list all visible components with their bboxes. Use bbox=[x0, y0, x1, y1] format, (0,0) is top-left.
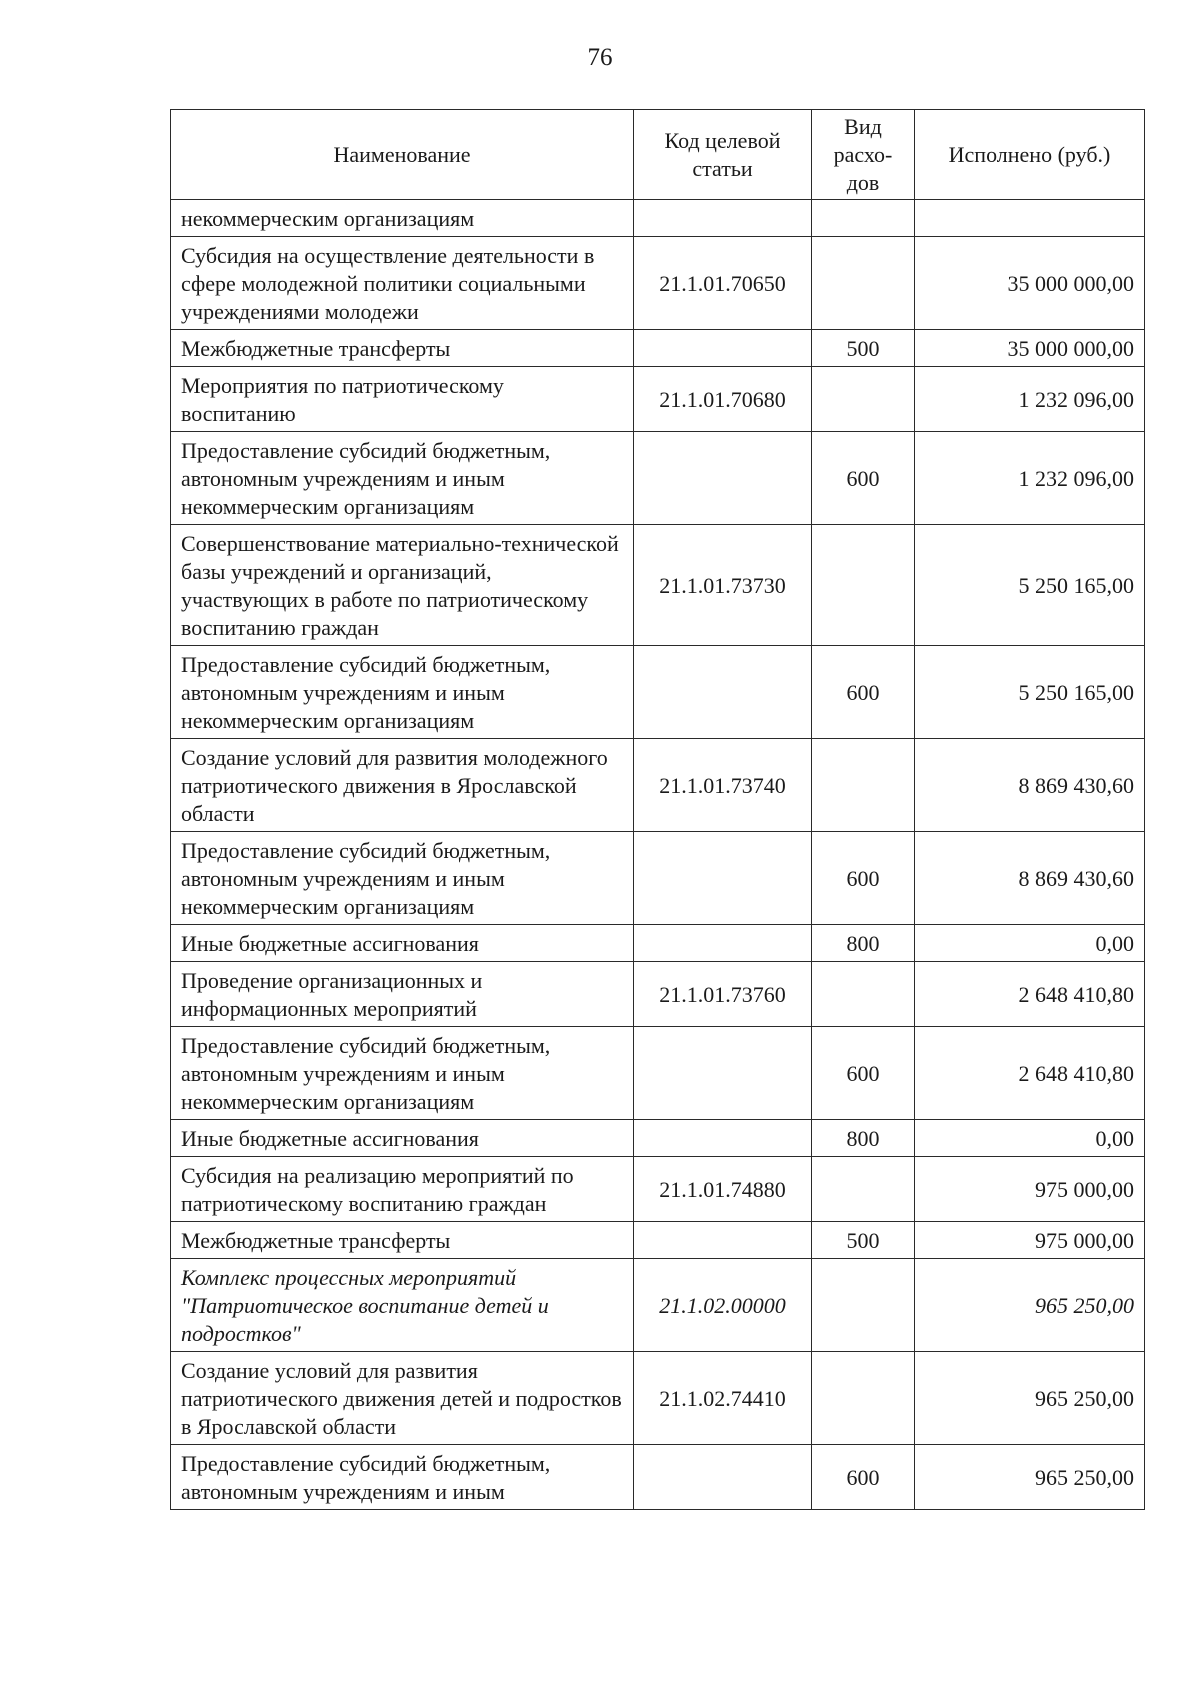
cell-expense-type: 800 bbox=[812, 925, 915, 962]
table-row bbox=[171, 739, 1145, 832]
cell-executed: 965 250,00 bbox=[915, 1259, 1145, 1352]
cell-name: Предоставление субсидий бюджетным, автономным учреждениям и иным некоммерческим организациям bbox=[171, 646, 634, 739]
cell-expense-type: 500 bbox=[812, 1222, 915, 1259]
cell-name: Создание условий для развития молодежного патриотического движения в Ярославской области bbox=[171, 739, 634, 832]
cell-expense-type bbox=[812, 1259, 915, 1352]
cell-name: Предоставление субсидий бюджетным, автономным учреждениям и иным некоммерческим организациям bbox=[171, 1027, 634, 1120]
cell-name: Предоставление субсидий бюджетным, автономным учреждениям и иным bbox=[171, 1445, 634, 1510]
cell-code: 21.1.02.00000 bbox=[634, 1259, 812, 1352]
cell-executed: 35 000 000,00 bbox=[915, 237, 1145, 330]
cell-code bbox=[634, 832, 812, 925]
table-row bbox=[171, 525, 1145, 646]
table-row bbox=[171, 1120, 1145, 1157]
cell-name: Комплекс процессных мероприятий "Патриотическое воспитание детей и подростков" bbox=[171, 1259, 634, 1352]
cell-expense-type bbox=[812, 1157, 915, 1222]
cell-executed: 2 648 410,80 bbox=[915, 1027, 1145, 1120]
cell-expense-type: 600 bbox=[812, 1027, 915, 1120]
cell-expense-type: 500 bbox=[812, 330, 915, 367]
cell-executed: 8 869 430,60 bbox=[915, 832, 1145, 925]
cell-expense-type: 600 bbox=[812, 646, 915, 739]
cell-expense-type bbox=[812, 200, 915, 237]
cell-expense-type: 600 bbox=[812, 432, 915, 525]
cell-executed: 5 250 165,00 bbox=[915, 646, 1145, 739]
cell-expense-type bbox=[812, 739, 915, 832]
cell-code: 21.1.02.74410 bbox=[634, 1352, 812, 1445]
cell-name: Предоставление субсидий бюджетным, автономным учреждениям и иным некоммерческим организациям bbox=[171, 432, 634, 525]
cell-expense-type bbox=[812, 962, 915, 1027]
cell-code bbox=[634, 1120, 812, 1157]
cell-code: 21.1.01.73760 bbox=[634, 962, 812, 1027]
table-row bbox=[171, 1222, 1145, 1259]
cell-code bbox=[634, 925, 812, 962]
table-row bbox=[171, 237, 1145, 330]
table-row bbox=[171, 832, 1145, 925]
cell-expense-type: 600 bbox=[812, 832, 915, 925]
cell-code: 21.1.01.73740 bbox=[634, 739, 812, 832]
header-name: Наименование bbox=[171, 110, 634, 200]
cell-name: Создание условий для развития патриотического движения детей и подростков в Ярославской области bbox=[171, 1352, 634, 1445]
cell-code bbox=[634, 1027, 812, 1120]
table-row bbox=[171, 1352, 1145, 1445]
cell-code: 21.1.01.73730 bbox=[634, 525, 812, 646]
cell-name: Межбюджетные трансферты bbox=[171, 330, 634, 367]
cell-code bbox=[634, 432, 812, 525]
cell-expense-type: 800 bbox=[812, 1120, 915, 1157]
cell-code: 21.1.01.70650 bbox=[634, 237, 812, 330]
cell-expense-type: 600 bbox=[812, 1445, 915, 1510]
header-code: Код целевой статьи bbox=[634, 110, 812, 200]
cell-executed: 965 250,00 bbox=[915, 1445, 1145, 1510]
cell-name: некоммерческим организациям bbox=[171, 200, 634, 237]
cell-executed: 2 648 410,80 bbox=[915, 962, 1145, 1027]
table-row bbox=[171, 1027, 1145, 1120]
table-row bbox=[171, 925, 1145, 962]
table-row bbox=[171, 962, 1145, 1027]
cell-name: Субсидия на осуществление деятельности в сфере молодежной политики социальными учреждениями молодежи bbox=[171, 237, 634, 330]
cell-executed: 35 000 000,00 bbox=[915, 330, 1145, 367]
cell-name: Иные бюджетные ассигнования bbox=[171, 1120, 634, 1157]
cell-executed: 5 250 165,00 bbox=[915, 525, 1145, 646]
table-row bbox=[171, 1259, 1145, 1352]
table-header-row bbox=[171, 110, 1145, 200]
table-row bbox=[171, 432, 1145, 525]
table-row bbox=[171, 646, 1145, 739]
cell-code: 21.1.01.70680 bbox=[634, 367, 812, 432]
cell-name: Предоставление субсидий бюджетным, автономным учреждениям и иным некоммерческим организациям bbox=[171, 832, 634, 925]
cell-name: Межбюджетные трансферты bbox=[171, 1222, 634, 1259]
cell-executed: 8 869 430,60 bbox=[915, 739, 1145, 832]
cell-expense-type bbox=[812, 237, 915, 330]
cell-executed: 965 250,00 bbox=[915, 1352, 1145, 1445]
cell-code bbox=[634, 646, 812, 739]
header-type: Вид расхо-дов bbox=[812, 110, 915, 200]
cell-code bbox=[634, 200, 812, 237]
table-row bbox=[171, 1445, 1145, 1510]
cell-name: Проведение организационных и информационных мероприятий bbox=[171, 962, 634, 1027]
cell-expense-type bbox=[812, 1352, 915, 1445]
table-row bbox=[171, 367, 1145, 432]
cell-name: Совершенствование материально-технической базы учреждений и организаций, участвующих в работе по патриотическому воспитанию граждан bbox=[171, 525, 634, 646]
header-executed: Исполнено (руб.) bbox=[915, 110, 1145, 200]
cell-code bbox=[634, 1222, 812, 1259]
table-row bbox=[171, 330, 1145, 367]
cell-code bbox=[634, 330, 812, 367]
cell-executed: 975 000,00 bbox=[915, 1157, 1145, 1222]
cell-executed: 1 232 096,00 bbox=[915, 367, 1145, 432]
cell-executed: 1 232 096,00 bbox=[915, 432, 1145, 525]
cell-executed: 0,00 bbox=[915, 925, 1145, 962]
table-row bbox=[171, 200, 1145, 237]
cell-executed: 975 000,00 bbox=[915, 1222, 1145, 1259]
budget-table bbox=[170, 109, 1145, 1510]
cell-code: 21.1.01.74880 bbox=[634, 1157, 812, 1222]
cell-executed: 0,00 bbox=[915, 1120, 1145, 1157]
cell-expense-type bbox=[812, 367, 915, 432]
page-number: 76 bbox=[587, 44, 613, 71]
cell-name: Субсидия на реализацию мероприятий по патриотическому воспитанию граждан bbox=[171, 1157, 634, 1222]
cell-executed bbox=[915, 200, 1145, 237]
table-row bbox=[171, 1157, 1145, 1222]
cell-expense-type bbox=[812, 525, 915, 646]
cell-name: Иные бюджетные ассигнования bbox=[171, 925, 634, 962]
cell-name: Мероприятия по патриотическому воспитанию bbox=[171, 367, 634, 432]
cell-code bbox=[634, 1445, 812, 1510]
